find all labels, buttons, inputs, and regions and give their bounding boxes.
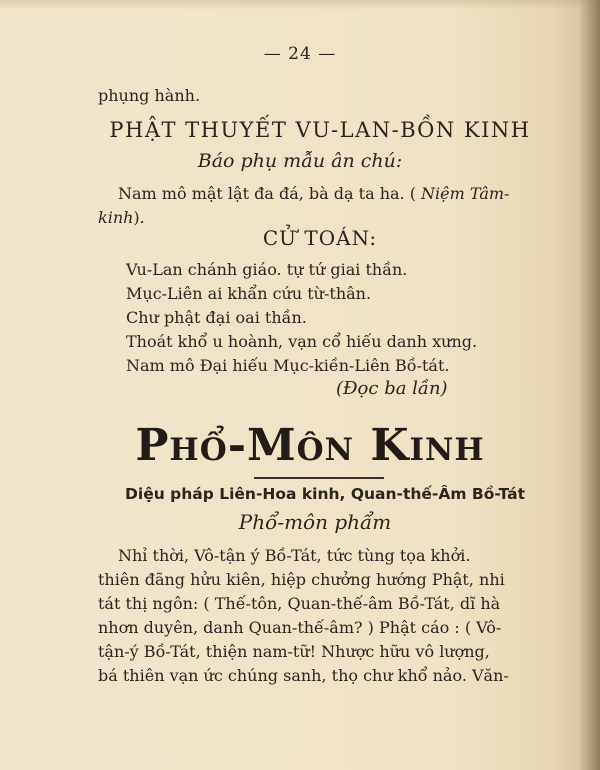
continuation-line: phụng hành. (98, 86, 201, 105)
paragraph-line: tận-ý Bồ-Tát, thiện nam-tữ! Nhược hữu vô lượng, (98, 642, 490, 661)
chapter-title: Phổ-môn phẩm (238, 510, 392, 534)
lotus-sutra-heading: Diệu pháp Liên-Hoa kinh, Quan-thế-Âm Bồ-Tát (125, 485, 525, 503)
mantra-text: Nam mô mật lật đa đá, bà dạ ta ha. ( (118, 184, 422, 203)
page-binding-shadow (578, 0, 600, 770)
verse-line: Mục-Liên ai khẩn cứu từ-thân. (126, 284, 372, 303)
mantra-line-2 (98, 208, 145, 227)
cu-toan-heading: CỬ TOÁN: (262, 226, 378, 250)
paragraph-line: bá thiên vạn ức chúng sanh, thọ chư khổ nảo. Văn- (98, 666, 509, 685)
title-divider (254, 477, 384, 479)
paragraph-line: tát thị ngôn: ( Thế-tôn, Quan-thế-âm Bồ-Tát, dĩ hà (98, 594, 501, 613)
mantra-line-1 (118, 184, 509, 203)
paragraph-line: Nhỉ thời, Vô-tận ý Bồ-Tát, tức tùng tọa khởi. (118, 546, 471, 565)
pho-mon-kinh-title: Phổ-Môn Kinh (135, 420, 485, 471)
verse-line: Chư phật đại oai thần. (126, 308, 307, 327)
mantra-note-cont: kinh (98, 208, 134, 227)
verse-line: Nam mô Đại hiếu Mục-kiền-Liên Bồ-tát. (126, 356, 450, 375)
mantra-note: Niệm Tâm- (421, 184, 510, 203)
repeat-note: (Đọc ba lần) (336, 378, 448, 399)
paragraph-line: nhơn duyên, danh Quan-thế-âm? ) Phật cáo : ( Vô- (98, 618, 502, 637)
page-number: — 24 — (263, 44, 337, 64)
verse-line: Vu-Lan chánh giáo. tự tứ giai thần. (126, 260, 408, 279)
mantra-end: ). (133, 208, 145, 227)
verse-line: Thoát khổ u hoành, vạn cổ hiếu danh xưng. (126, 332, 478, 351)
sutra-subtitle: Báo phụ mẫu ân chú: (197, 150, 403, 172)
sutra-title-vu-lan: PHẬT THUYẾT VU-LAN-BỒN KINH (109, 118, 531, 142)
page-top-shadow (0, 0, 600, 10)
paragraph-line: thiên đãng hửu kiên, hiệp chưởng hướng Phật, nhi (98, 570, 505, 589)
